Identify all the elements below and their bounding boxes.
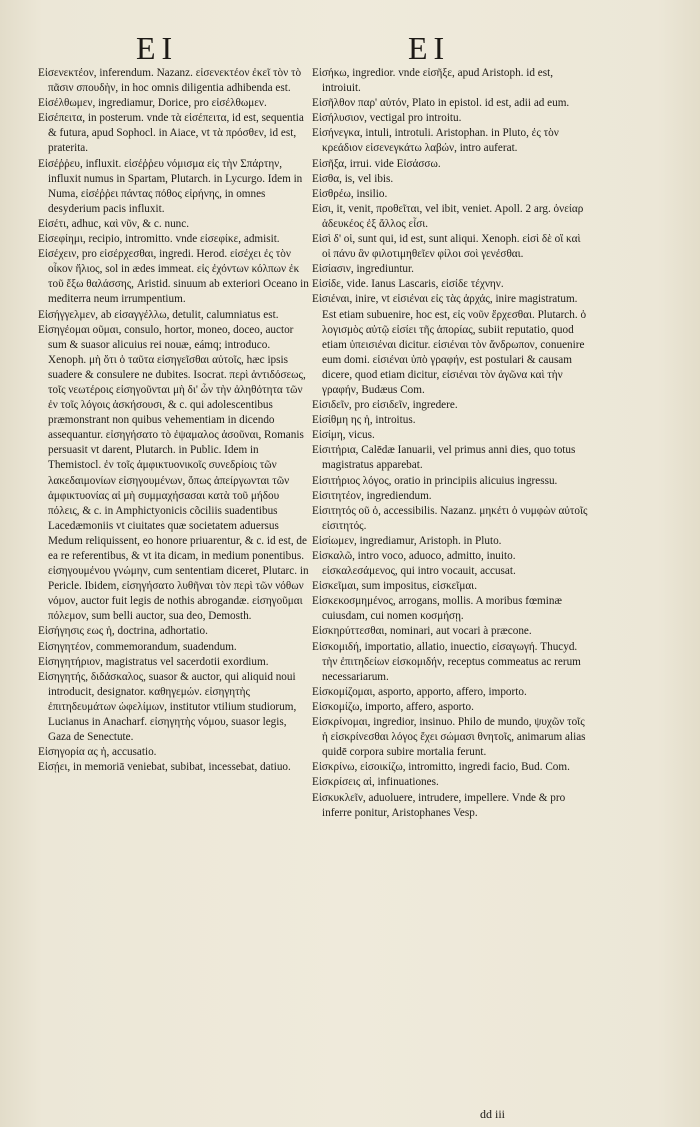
dictionary-entry: Εἰσήλυσιον, vectigal pro introitu. <box>312 112 462 125</box>
dictionary-entry: Εἰσι, it, venit, προθεῖται, vel ibit, veniet. Apoll. 2 arg. ὀνείαρ ἀδευκέος ἐξ ἄλλος εἶσι. <box>312 202 584 230</box>
dictionary-entry: Εἰσιτητέον, ingrediendum. <box>312 489 432 502</box>
dictionary-entry: Εἰσιτήρια, Calēdæ Ianuarii, vel primus anni dies, quo totus magistratus apparebat. <box>312 444 576 472</box>
dictionary-entry: Εἰσήγγελμεν, ab εἰσαγγέλλω, detulit, calumniatus est. <box>38 308 279 321</box>
dictionary-entry: Εἰσέτι, adhuc, καὶ νῦν, & c. nunc. <box>38 217 190 230</box>
dictionary-entry: Εἰσῆλθον παρ' αὐτόν, Plato in epistol. id est, adii ad eum. <box>312 97 570 110</box>
signature-mark: dd iii <box>480 1107 506 1121</box>
dictionary-entry: Εἰσηγορία ας ἡ, accusatio. <box>38 746 157 759</box>
dictionary-entry: Εἰσκομίζομαι, asporto, apporto, affero, importo. <box>312 685 527 698</box>
dictionary-entry: Εἰσίδε, vide. Ianus Lascaris, εἰσίδε τέχνην. <box>312 278 504 291</box>
dictionary-entry: Εἰσήγησις εως ἡ, doctrina, adhortatio. <box>38 625 208 638</box>
dictionary-entry: Εἰσηγέομαι οῦμαι, consulo, hortor, moneo, doceo, auctor sum & suasor alicuius rei nouæ, eámq; introduco. Xenoph. μὴ ὅτι ὁ ταῦτα εἰσηγεῖσθαι αὐτοῖς, hæc ipsis suadere & consulere ne dubites. Isocrat. περὶ ἀντιδόσεως, τοῖς νεωτέροις εἰσηγοῦνται μὴ δι' ὧν τὴν ἀληθότητα τῶν ἐν τοῖς λόγοις ἀσκήσουσι, & c. qui adolescentibus præmonstrant non quibus vehementiam in dicendo assequantur. εἰσηγήσατο τὸ ἐψαμαλος ἀσοῦναι, Romanis persuasit vt darent, Plutarch. in Public. Idem in Themistocl. ἐν τοῖς ἀμφικτυονικοῖς συνεδρίοις τῶν λακεδαιμονίων εἰσηγουμένων, ὅπως ἀπείργωνται τῶν ἀμφικτυονίας αἱ μὴ συμμαχήσασαι κατὰ τοῦ μήδου πόλεις, & c. in Amphictyonicis cõciliis suadentibus Lacedæmoniis vt ciuitates quæ societatem aduersus Medum reliquissent, eo honore priuarentur, & c. id est, de ea re referentibus, & vt ita dicam, in medium ponentibus. εἰσηγουμένου γνώμην, cum sententiam diceret, Plutarc. in Pericle. Ibidem, εἰσηγήσατο λυθῆναι τὸν περὶ τῶν νόθων νόμον, auctor fuit legis de nothis abrogandæ. εἰσηγοῦμαι πόλεμον, sum belli auctor, sua deo, Demosth. <box>38 323 309 623</box>
dictionary-entry: Εἰσέχειν, pro εἰσέρχεσθαι, ingredi. Herod. εἰσέχει ἐς τὸν οἶκον ἥλιος, sol in ædes immeat. εἰς ἐχόντων κόλπων ἐκ τοῦ ἔξω θαλάσσης, Aristid. sinuum ab exteriori Oceano in mediterra neum irrumpentium. <box>38 248 309 306</box>
dictionary-entry: Εἰσκρίνομαι, ingredior, insinuo. Philo de mundo, ψυχῶν τοῖς ἡ εἰσκρίνεσθαι λόγος ἔχει σώμασι θνητοῖς, animarum alias quidē corpora subire mortalia ferunt. <box>312 716 586 759</box>
dictionary-entry: Εἰσῄει, in memoriā veniebat, subibat, incessebat, datiuo. <box>38 761 291 774</box>
dictionary-entry: Εἰσῆξα, irrui. vide Εἰσάσσω. <box>312 157 441 170</box>
dictionary-entry: Εἰσηγητέον, commemorandum, suadendum. <box>38 640 237 653</box>
left-running-head: EI <box>136 30 179 66</box>
dictionary-entry: Εἰσίωμεν, ingrediamur, Aristoph. in Pluto. <box>312 534 502 547</box>
dictionary-entry: Εἰσθρέω, insilio. <box>312 187 388 200</box>
dictionary-entry: Εἰσήνεγκα, intuli, introtuli. Aristophan. in Pluto, ἐς τὸν κρεάδιον εἰσενεγκάτω λαβών, intro auferat. <box>312 127 559 155</box>
dictionary-entry: Εἰσιτήριος λόγος, oratio in principiis alicuius ingressu. <box>312 474 558 487</box>
dictionary-entry: Εἰσιέναι, inire, vt εἰσιέναι εἰς τὰς ἀρχάς, inire magistratum. Est etiam subuenire, hoc est, εἰς νοῦν ἔρχεσθαι. Plutarch. ὁ λογισμὸς αὐτῷ εἰσίει τῆς ἀπορίας, subiit reputatio, quod etiam ὑπεισιέναι dicitur. εἰσιέναι τὸν ἄνδρωπον, conuenire eum domi. εἰσιέναι ὑπὸ γραφήν, est postulari & causam dicere, quod etiam dicitur, εἰσιέναι τὸν ἀγῶνα καὶ τὴν γραφήν, Budæus Com. <box>312 293 587 396</box>
dictionary-entry: Εἰσκρίσεις αἱ, infinuationes. <box>312 776 439 789</box>
dictionary-entry: Εἰσέπειτα, in posterum. vnde τὰ εἰσέπειτα, id est, sequentia & futura, apud Sophocl. in Aiace, vt τὰ πρόσθεν, id est, praterita. <box>38 112 304 155</box>
dictionary-entry: Εἰσιτητός οῦ ὁ, accessibilis. Nazanz. μηκέτι ὁ νυμφὼν αὐτοῖς εἰσιτητός. <box>312 504 588 532</box>
dictionary-entry: Εἰσκυκλεῖν, aduoluere, intrudere, impellere. Vnde & pro inferre ponitur, Aristophanes Vesp. <box>312 791 566 819</box>
dictionary-entry: Εἰσκομίζω, importo, affero, asporto. <box>312 700 474 713</box>
right-running-head: EI <box>408 30 451 66</box>
dictionary-entry: Εἰσίμη, vicus. <box>312 429 375 442</box>
dictionary-entry: Εἰσίασιν, ingrediuntur. <box>312 263 414 276</box>
dictionary-entry: Εἰσήκω, ingredior. vnde εἰσῆξε, apud Aristoph. id est, introiuit. <box>312 67 554 95</box>
dictionary-entry: Εἰσκρίνω, εἰσοικίζω, intromitto, ingredi facio, Bud. Com. <box>312 761 570 774</box>
dictionary-entry: Εἰσέῤῥευ, influxit. εἰσέῤῥευ νόμισμα εἰς τὴν Σπάρτην, influxit numus in Spartam, Plutarch. in Lycurgo. Idem in Numa, εἰσέῤῥει πάντας πόθος εἰρήνης, in omnes desyderium pacis influxit. <box>38 157 303 215</box>
dictionary-entry: Εἰσκηρύττεσθαι, nominari, aut vocari à præcone. <box>312 625 532 638</box>
dictionary-entry: Εἰσενεκτέον, inferendum. Nazanz. εἰσενεκτέον ἐκεῖ τὸν τὸ πᾶσιν σπουδὴν, in hoc omnis diligentia adhibenda est. <box>38 67 302 95</box>
right-column <box>312 66 590 821</box>
dictionary-entry: Εἰσίθμη ης ἡ, introitus. <box>312 414 416 427</box>
dictionary-entry: Εἰσέλθωμεν, ingrediamur, Dorice, pro εἰσέλθωμεν. <box>38 97 267 110</box>
dictionary-entry: Εἰσηγητήριον, magistratus vel sacerdotii exordium. <box>38 655 269 668</box>
left-column <box>38 66 310 775</box>
dictionary-entry: Εἰσκεκοσμημένος, arrogans, mollis. A moribus fœminæ cuiusdam, cui nomen κοσμήσῃ. <box>312 595 562 623</box>
dictionary-entry: Εἰσηγητής, διδάσκαλος, suasor & auctor, qui aliquid noui introducit, designator. καθηγεμών. εἰσηγητὴς ἐπιτηδευμάτων ὠφελίμων, institutor vtilium studiorum, Lucianus in Anacharf. εἰσηγητὴς νόμου, suasor legis, Gaza de Senectute. <box>38 670 297 744</box>
dictionary-entry: Εἰσκαλῶ, intro voco, aduoco, admitto, inuito. εἰσκαλεσάμενος, qui intro vocauit, accusat. <box>312 550 516 578</box>
dictionary-entry: Εἰσεφίημι, recipio, intromitto. vnde εἰσεφίκε, admisit. <box>38 233 280 246</box>
dictionary-entry: Εἰσκομιδή, importatio, allatio, inuectio, εἰσαγωγή. Thucyd. τὴν ἐπιτηδείων εἰσκομιδήν, receptus commeatus ac rerum necessariarum. <box>312 640 581 683</box>
dictionary-entry: Εἰσὶ δ' οἱ, sunt qui, id est, sunt aliqui. Xenoph. εἰσὶ δὲ οἳ καὶ οἱ πάνυ ἂν φιλοτιμηθεῖεν φίλοι σοὶ γενέσθαι. <box>312 233 581 261</box>
dictionary-entry: Εἰσκεῖμαι, sum impositus, εἰσκεῖμαι. <box>312 580 477 593</box>
dictionary-entry: Εἰσθα, is, vel ibis. <box>312 172 394 185</box>
dictionary-entry: Εἰσιδεῖν, pro εἰσιδεῖν, ingredere. <box>312 399 458 412</box>
